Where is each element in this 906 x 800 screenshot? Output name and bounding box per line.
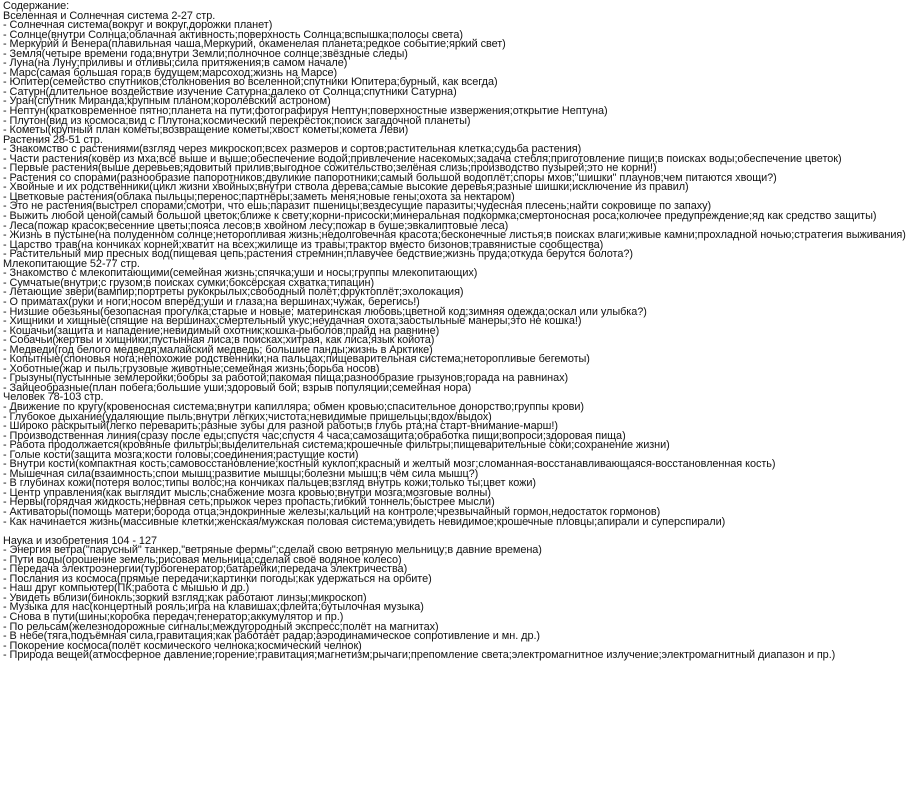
section-heading: Растения 28-51 стр. — [3, 133, 103, 146]
contents-line: - Марс(самая большая гора;в будущем;марсоход;жизнь на Марсе) — [3, 66, 338, 79]
contents-line: - О приматах(руки и ноги;носом вперёд;уши и глаза;на вершинах;чужак, берегись!) — [3, 295, 420, 308]
contents-line: - Сумчатые(внутри;с грузом;в поисках сумки;боксёрская схватка;типацин) — [3, 276, 375, 289]
contents-line: - Медведи(год белого медведя;малайский медведь; большие панды;жизнь в Арктике) — [3, 343, 433, 356]
contents-line: - Центр управления(как выглядит мысль;снабжение мозга кровью;внутри мозга;мозговые волны) — [3, 486, 491, 499]
contents-line: - Первые растения(выше деревьев;ядовитый прилив;выгодное сожительство;зелёная слизь;производство пузырей;это не корни!) — [3, 162, 657, 175]
section-heading: Наука и изобретения 104 - 127 — [3, 534, 157, 547]
contents-line: - Плутон(вид из космоса;вид с Плутона;космический перекрёсток;поиск загадочной планеты) — [3, 114, 471, 127]
contents-line: - Уран(спутник Миранда;крупным планом;королевский астроном) — [3, 95, 331, 108]
contents-line: - Внутри кости(компактная кость;самовосстановление;костный куклоп;красный и желтый мозг;сломанная-восстанавливающаяся-восстановленная кость) — [3, 458, 776, 471]
contents-line: - Как начинается жизнь(массивные клетки;женская/мужская половая система;увидеть невидимое;крошечные пловцы;апирали и суперспирали) — [3, 515, 726, 528]
contents-line: - Солнечная система(вокруг и вокруг,дорожки планет) — [3, 19, 273, 32]
contents-line: - Хоботные(жар и пыль;грузовые животные;семейная жизнь;борьба носов) — [3, 362, 380, 375]
contents-line: - Выжить любой ценой(самый большой цветок;ближе к свету;корни-присоски;минеральная подкормка;смертоносная роса;колючее предупреждение;яд как средство защиты) — [3, 210, 877, 223]
contents-line: - Хищники и хищные(спящие на вершинах;смертельный укус;неудачная охота;заостыльные манеры;это не кошка!) — [3, 315, 582, 328]
contents-line: - Движение по кругу(кровеносная система;внутри капилляра; обмен кровью;спасительное донорство;группы крови) — [3, 400, 584, 413]
contents-line: - Нервы(горядчая жидкость;нервная сеть;прыжок через пропасть;гибкий тоннель;быстрее мысли) — [3, 496, 495, 509]
contents-line: - Растительный мир пресных вод(пищевая цепь;растения стремнин;плавучее бедствие;жизнь пруда;откуда берутся болота?) — [3, 248, 633, 261]
contents-line: - В глубинах кожи(потеря волос;типы волос;на кончиках пальцев;взгляд внутрь кожи;только ты;цвет кожи) — [3, 477, 537, 490]
contents-line: - Кометы(крупный план кометы;возвращение кометы;хвост кометы;комета Леви) — [3, 124, 409, 137]
contents-line: - Низшие обезьяны(безопасная прогулка;старые и новые; материнская любовь;цветной код;зимняя одежда;оскал или улыбка?) — [3, 305, 647, 318]
contents-line: - Музыка для нас(концертный рояль;игра на клавишах;флейта;бутылочная музыка) — [3, 601, 424, 614]
contents-line: - Природа вещей(атмосферное давление;горение;гравитация;магнетизм;рычаги;препомление света;электромагнитное излучение;электромагнитный диапазон и пр.) — [3, 649, 836, 662]
contents-line: - Леса(пожар красок;весенние цветы;пояса лесов;в хвойном лесу;пожар в буше;эвкалиптовые леса) — [3, 219, 509, 232]
section-heading: Содержание: — [3, 0, 70, 12]
contents-line: - Покорение космоса(полёт космического челнока;космический челнок) — [3, 639, 362, 652]
contents-line: - Жизнь в пустыне(на полуденном солнце;неторопливая жизнь;недолговечная красота;бесконечные листья;в поисках влаги;живые камни;прохладной ночью;стратегия выживания) — [3, 229, 906, 242]
contents-line: - Зайцеобразные(план побега;большие уши;здоровый бой; взрыв популяции;семейная нора) — [3, 381, 472, 394]
contents-line: - Производственная линия(сразу после еды;спустя час;спустя 4 часа;самозащита;обработка пищи;вопроси;здоровая пища) — [3, 429, 626, 442]
contents-line: - Активаторы(помощь матери;борода отца;эндокринные железы;кальций на контроле;чрезвычайный гормон,недостаток гормонов) — [3, 505, 661, 518]
contents-line: - Земля(четыре времени года;внутри Земли;полночное солнце;звёздные следы) — [3, 47, 408, 60]
contents-line: - Летающие звери(вампир;портреты рукокрылых;свободный полёт;фруктоплёт;эхолокация) — [3, 286, 464, 299]
contents-line: - Собачьи(жертвы и хищники;пустынная лиса;в поисках;хитрая, как лиса;язык койота) — [3, 334, 435, 347]
contents-line: - Глубокое дыхание(удаляющие пыль;внутри лёгких;чистота;невидимые пришельцы;вдох/выдох) — [3, 410, 492, 423]
contents-line: - Солнце(внутри Солнца;облачная активность;поверхность Солнца;вспышка;полосы света) — [3, 28, 463, 41]
contents-line: - Работа продолжается(кровяные фильтры;выделительная система;крошечные фильтры;пищеварительные соки;сохранение жизни) — [3, 439, 670, 452]
contents-line: - Пути воды(орошение земель;рисовая мельница;сделай своё водяное колесо) — [3, 553, 402, 566]
contents-line: - Нептун(кратковременное пятно;планета на пути;фотографируя Нептун;поверхностные извержения;открытие Нептуна) — [3, 105, 608, 118]
contents-line: - Снова в пути(шины;коробка передач;генератор;аккумулятор и пр.) — [3, 611, 344, 623]
contents-line: - Увидеть вблизи(бинокль;зоркий взгляд;как работают линзы;микроскоп) — [3, 591, 367, 604]
contents-line: - По рельсам(железнодорожные сигналы;междугородный экспресс;полёт на магнитах) — [3, 620, 439, 633]
contents-line: - Юпитер(семейство спутников;столкновения во вселенной;спутники Юпитера;бурный, как всегда) — [3, 76, 498, 89]
section-heading: Человек 78-103 стр. — [3, 391, 104, 404]
contents-line: - Луна(на Луну;приливы и отливы;сила притяжения;в самом начале) — [3, 57, 348, 70]
contents-line: - Знакомство с растениями(взгляд через микроскоп;всех размеров и сортов;растительная клетка;судьба растения) — [3, 143, 582, 156]
contents-line: - Широко раскрытый(легко переварить;разные зубы для разной работы;в глубь рта;на старт-внимание-марш!) — [3, 420, 558, 433]
contents-line: - Голые кости(защита мозга;кости головы;соединения;растущие кости) — [3, 448, 359, 461]
contents-line: - Наш друг компьютер(ПК;работа с мышью и др.) — [3, 582, 250, 595]
contents-line: - Энергия ветра("парусный" танкер,"ветряные фермы";сделай свою ветряную мельницу;в давние времена) — [3, 544, 542, 557]
contents-line: - Меркурий и Венера(плавильная чаша,Меркурий, окаменелая планета;редкое событие;яркий свет) — [3, 38, 506, 51]
contents-line: - Растения со спорами(разнообразие папоротников;двуликие папоротники;самый большой водоплёт;споры мхов;"шишки" плаунов;чем питаются хвощи?) — [3, 171, 777, 184]
section-heading: Вселенная и Солнечная система 2-27 стр. — [3, 9, 216, 22]
contents-line: - Копытные(споновья нога;непохожие родственники;на пальцах;пищеварительная система;неторопливые бегемоты) — [3, 353, 590, 366]
contents-line: - Царство трав(на кончиках корней;хватит на всех;жилище из травы;трактор вместо бизонов;травянистые сообщества) — [3, 238, 604, 251]
contents-line: - В небе(тяга,подъёмная сила,гравитация;как работает радар;аэродинамическое сопротивление и мн. др.) — [3, 630, 541, 643]
contents-line: - Это не растения(выстрел спорами;смотри, что ешь;паразит пшеницы;вездесущие паразиты;чудесная плесень;найти сокровище по запаху) — [3, 200, 712, 213]
contents-line: - Сатурн(длительное воздействие изучение Сатурна;далеко от Солнца;спутники Сатурна) — [3, 85, 457, 98]
contents-line: - Кошачьи(защита и нападение;невидимый охотник;кошка-рыболов;прайд на равнине) — [3, 324, 440, 337]
contents-line: - Послания из космоса(прямые передачи;картинки погоды;как удержаться на орбите) — [3, 572, 432, 585]
contents-line: - Знакомство с млекопитающими(семейная жизнь;спячка;уши и носы;группы млекопитающих) — [3, 267, 478, 280]
contents-line: - Хвойные и их родственники(цикл жизни хвойных;внутри ствола дерева;самые высокие деревья;разные шишки;исключение из правил) — [3, 181, 689, 194]
contents-line: - Грызуны(пустынные землеройки;бобры за работой;пакомая пища;разнообразие грызунов;горада на равнинах) — [3, 372, 569, 385]
contents-line: - Мышечная сила(взаимность;спои мышц;развитие мышцы;болезни мышц;в чём сила мышц?) — [3, 467, 479, 480]
contents-line: - Части растения(ковёр из мха;всё выше и выше;обеспечение водой;привлечение насекомых;задача стебля;приготовление пищи;в поисках воды;обеспечение цветок) — [3, 152, 842, 165]
contents-line: - Передача электроэнергии(турбогенератор;батарейки;передача электричества) — [3, 563, 408, 576]
contents-line: - Цветковые растения(облака пыльцы;перенос;партнёры;заметь меня;новые гены;охота за нектаром) — [3, 190, 515, 203]
section-heading: Млекопитающие 52-77 стр. — [3, 257, 140, 270]
